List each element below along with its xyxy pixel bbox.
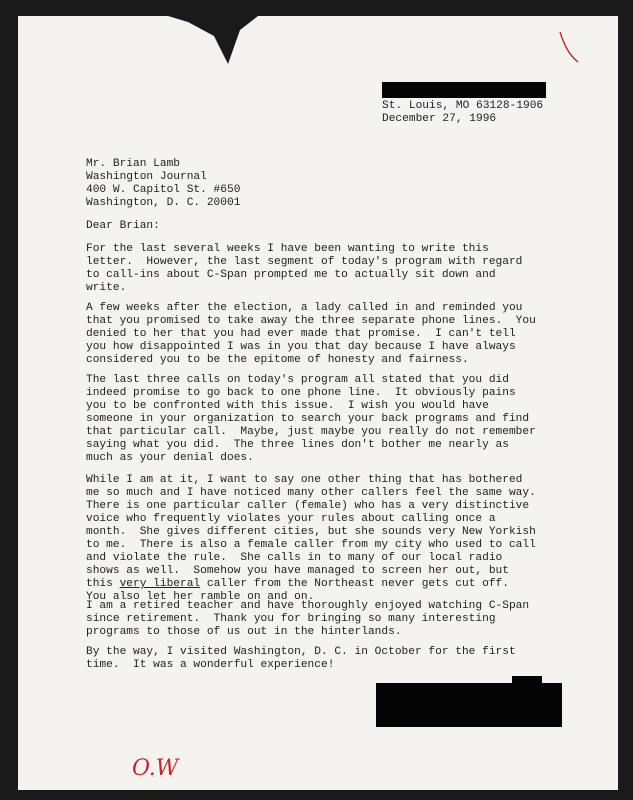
paragraph-line: By the way, I visited Washington, D. C. in October for the first bbox=[86, 646, 516, 658]
underlined-line bbox=[86, 578, 536, 591]
salutation: Dear Brian: bbox=[86, 220, 160, 232]
sender-date-line: December 27, 1996 bbox=[382, 113, 497, 125]
sender-address bbox=[382, 100, 543, 126]
paragraph-line: write. bbox=[86, 282, 127, 294]
recipient-org: Washington Journal bbox=[86, 171, 207, 183]
paragraph-4 bbox=[86, 474, 536, 604]
red-pen-mark bbox=[554, 30, 584, 70]
paragraph-6 bbox=[86, 646, 516, 672]
handwritten-note: O.W bbox=[132, 756, 179, 781]
recipient-street: 400 W. Capitol St. #650 bbox=[86, 184, 241, 196]
paragraph-line: indeed promise to go back to one phone line. It obviously pains bbox=[86, 387, 516, 399]
paragraph-line: A few weeks after the election, a lady called in and reminded you bbox=[86, 302, 523, 314]
redacted-signature bbox=[376, 683, 562, 727]
paragraph-line: There is one particular caller (female) who has a very distinctive bbox=[86, 500, 530, 512]
paragraph-line: that particular call. Maybe, just maybe you really do not remember bbox=[86, 426, 536, 438]
paragraph-line: that you promised to take away the three separate phone lines. You bbox=[86, 315, 536, 327]
paragraph-line: month. She gives different cities, but she sounds very New Yorkish bbox=[86, 526, 536, 538]
paragraph-line: programs to those of us out in the hinterlands. bbox=[86, 626, 402, 638]
paragraph-line: I am a retired teacher and have thoroughly enjoyed watching C-Span bbox=[86, 600, 530, 612]
paragraph-2 bbox=[86, 302, 536, 367]
paragraph-line: considered you to be the epitome of honesty and fairness. bbox=[86, 354, 469, 366]
underlined-prefix: this bbox=[86, 578, 120, 590]
paragraph-line: me so much and I have noticed many other callers feel the same way. bbox=[86, 487, 536, 499]
paragraph-line: you how disappointed I was in you that day because I have always bbox=[86, 341, 516, 353]
paragraph-line: you to be confronted with this issue. I wish you would have bbox=[86, 400, 489, 412]
paragraph-line: since retirement. Thank you for bringing so many interesting bbox=[86, 613, 496, 625]
paragraph-line: voice who frequently violates your rules about calling once a bbox=[86, 513, 496, 525]
paragraph-line: You also let her ramble on and on. bbox=[86, 591, 315, 603]
recipient-block bbox=[86, 158, 240, 210]
paragraph-line: someone in your organization to search your back programs and find bbox=[86, 413, 530, 425]
paragraph-line: letter. However, the last segment of today's program with regard bbox=[86, 256, 523, 268]
paragraph-line: The last three calls on today's program all stated that you did bbox=[86, 374, 509, 386]
paragraph-line: time. It was a wonderful experience! bbox=[86, 659, 335, 671]
paragraph-line: denied to her that you had ever made that promise. I can't tell bbox=[86, 328, 516, 340]
paragraph-line: saying what you did. The three lines don't bother me nearly as bbox=[86, 439, 509, 451]
redacted-sender-name bbox=[382, 82, 546, 98]
paragraph-line: shows as well. Somehow you have managed to screen her out, but bbox=[86, 565, 509, 577]
underlined-phrase: very liberal bbox=[119, 578, 201, 590]
underlined-suffix: caller from the Northeast never gets cut off. bbox=[200, 578, 509, 590]
paragraph-1 bbox=[86, 243, 522, 295]
paragraph-line: to me. There is also a female caller from my city who used to call bbox=[86, 539, 536, 551]
paragraph-line: to call-ins about C-Span prompted me to actually sit down and bbox=[86, 269, 496, 281]
letter-page bbox=[18, 16, 618, 790]
paragraph-line: For the last several weeks I have been wanting to write this bbox=[86, 243, 489, 255]
paragraph-line: much as your denial does. bbox=[86, 452, 254, 464]
paragraph-line: and violate the rule. She calls in to many of our local radio bbox=[86, 552, 503, 564]
paragraph-line: While I am at it, I want to say one other thing that has bothered bbox=[86, 474, 523, 486]
sender-city-line: St. Louis, MO 63128-1906 bbox=[382, 100, 544, 112]
paragraph-5 bbox=[86, 600, 529, 639]
torn-corner bbox=[168, 16, 258, 76]
recipient-city: Washington, D. C. 20001 bbox=[86, 197, 241, 209]
paragraph-3 bbox=[86, 374, 536, 465]
recipient-name: Mr. Brian Lamb bbox=[86, 158, 180, 170]
